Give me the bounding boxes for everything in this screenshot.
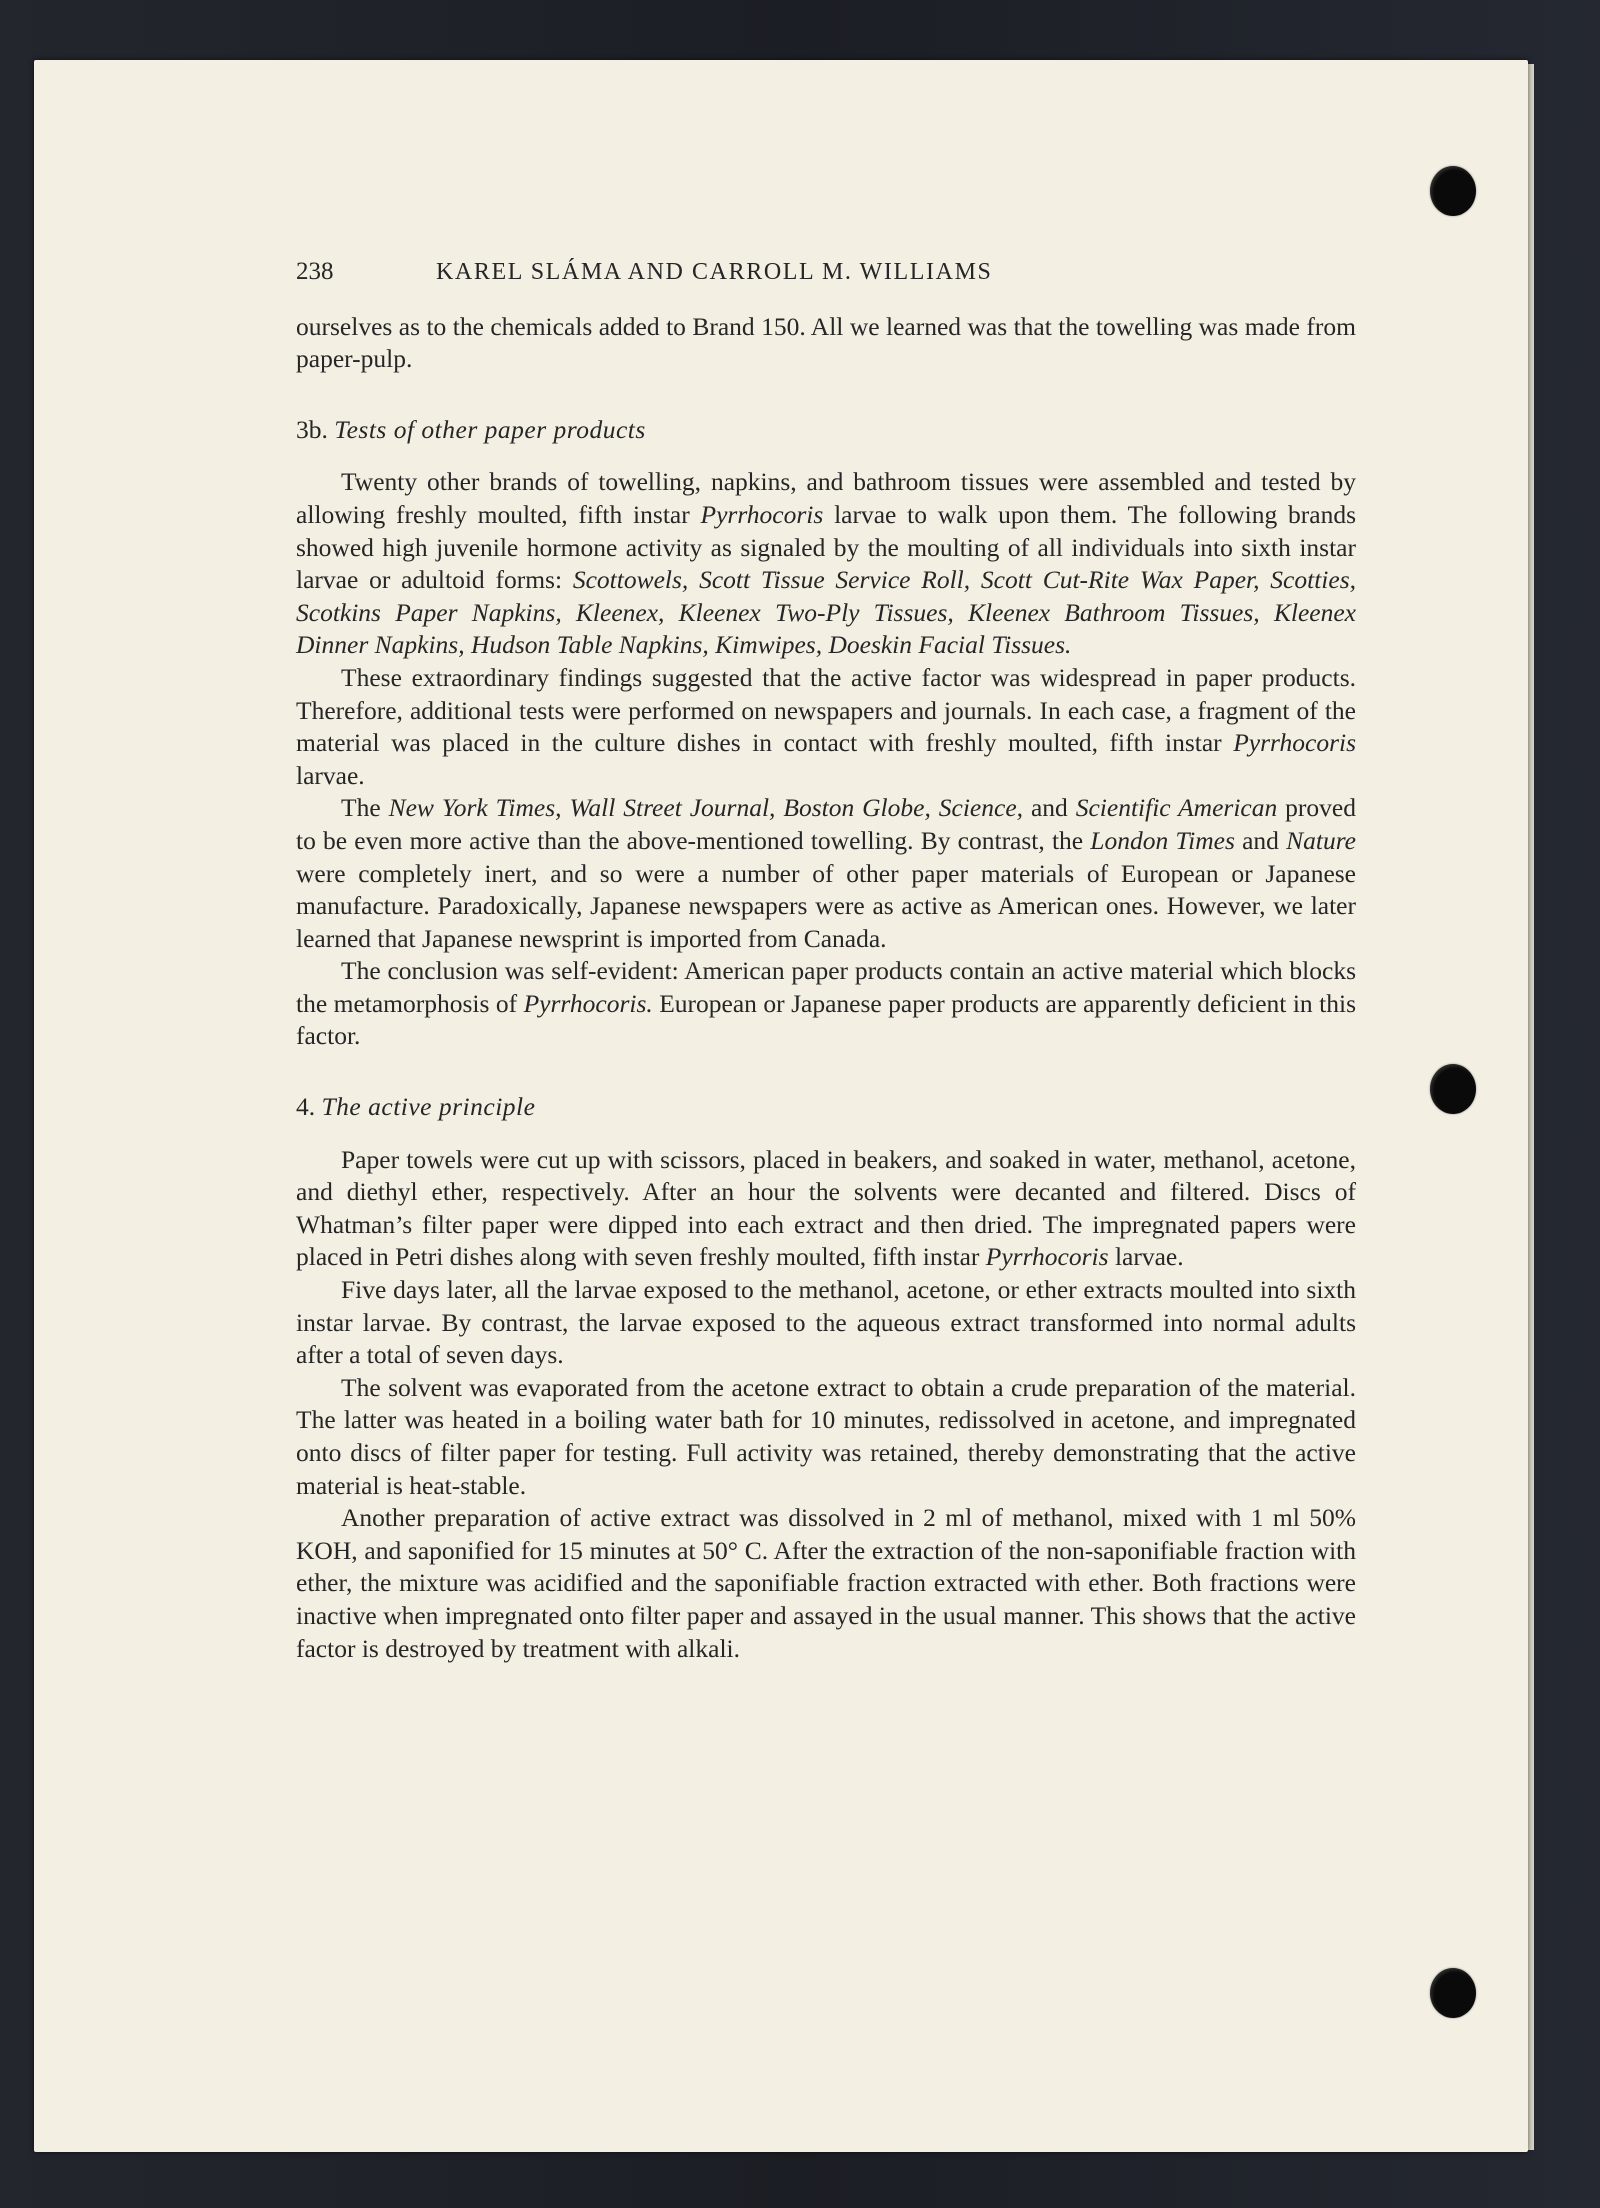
paragraph-alkali: Another preparation of active extract was dissolved in 2 ml of methanol, mixed with 1 ml 50% KOH, and saponified for 15 minutes at 50° C. After the extraction of the non-saponifiable fraction with ether, the mixture was acidified and the saponifiable fraction extracted with ether. Both fractions were inactive when impregnated onto filter paper and assayed in the usual manner. This shows that the active factor is destroyed by treatment with alkali.	[296, 1503, 1356, 1663]
text-run: were completely inert, and so were a number of other paper materials of European or Japanese manufacture. Paradoxically, Japanese newspapers were as active as American ones. However, we later learned that Japanese newsprint is imported from Canada.	[296, 858, 1356, 953]
page-content	[296, 256, 1356, 1665]
section-heading-3b	[296, 414, 1356, 447]
paragraph-conclusion	[296, 955, 1356, 1053]
punch-hole-bottom	[1430, 1968, 1476, 2018]
section-heading-4	[296, 1091, 1356, 1124]
text-run: These extraordinary findings suggested that the active factor was widespread in paper products. Therefore, additional tests were performed on newspapers and journals. In each case, a fragment of the material was placed in the culture dishes in contact with freshly moulted, fifth instar	[296, 662, 1356, 758]
section-number: 3b.	[296, 414, 328, 444]
section-title: Tests of other paper products	[334, 414, 646, 444]
text-run: Paper towels were cut up with scissors, placed in beakers, and soaked in water, methanol, acetone, and diethyl ether, respectively. After an hour the solvents were decanted and filtered. Discs of Whatman’s filter paper were dipped into each extract and then dried. The impregnated papers were placed in Petri dishes along with seven freshly moulted, fifth instar	[296, 1144, 1356, 1272]
species-name: Pyrrhocoris	[1233, 728, 1356, 758]
paragraph-brands	[296, 466, 1356, 662]
text-run: larvae.	[1108, 1242, 1184, 1272]
text-run: The conclusion was self-evident: American paper products contain an active material which blocks the metamorphosis of	[296, 956, 1356, 1018]
paragraph-newspapers	[296, 792, 1356, 955]
paragraph-results: Five days later, all the larvae exposed to the methanol, acetone, or ether extracts moulted into sixth instar larvae. By contrast, the larvae exposed to the aqueous extract transformed into normal adults after a total of seven days.	[296, 1275, 1356, 1370]
text-run: and	[1023, 793, 1076, 823]
paragraph-heat-stable: The solvent was evaporated from the acetone extract to obtain a crude preparation of the material. The latter was heated in a boiling water bath for 10 minutes, redissolved in acetone, and impregnated onto discs of filter paper for testing. Full activity was retained, thereby demonstrating that the active material is heat-stable.	[296, 1372, 1356, 1500]
text-run: proved to be even more active than the above-mentioned towelling. By contrast, the	[296, 793, 1356, 855]
text-run: larvae to walk upon them. The following brands showed high juvenile hormone activity as signaled by the moulting of all individuals into sixth instar larvae or adultoid forms:	[296, 499, 1356, 595]
species-name: Pyrrhocoris	[700, 499, 824, 529]
running-head: KAREL SLÁMA AND CARROLL M. WILLIAMS	[436, 259, 993, 285]
paragraph-continued: ourselves as to the chemicals added to Brand 150. All we learned was that the towelling was made from paper-pulp.	[296, 311, 1356, 374]
text-run: The	[341, 793, 389, 823]
publication-name: London Times	[1090, 825, 1235, 855]
text-run: Twenty other brands of towelling, napkins, and bathroom tissues were assembled and tested by allowing freshly moulted, fifth instar	[296, 467, 1356, 529]
publication-name: Nature	[1286, 825, 1356, 855]
page-header	[296, 256, 1356, 289]
species-name: Pyrrhocoris	[985, 1242, 1109, 1272]
punch-hole-middle	[1430, 1064, 1476, 1114]
section-title: The active principle	[321, 1092, 536, 1122]
page-number: 238	[296, 258, 334, 285]
paragraph-extraction	[296, 1144, 1356, 1274]
brand-list: Scottowels, Scott Tissue Service Roll, Scott Cut-Rite Wax Paper, Scotties, Scotkins Paper Napkins, Kleenex, Kleenex Two-Ply Tissues, Kleenex Bathroom Tissues, Kleenex Dinner Napkins, Hudson Table Napkins, Kimwipes, Doeskin Facial Tissues.	[296, 565, 1356, 660]
publication-list: New York Times, Wall Street Journal, Boston Globe, Science,	[388, 793, 1024, 823]
publication-name: Scientific American	[1075, 793, 1278, 823]
section-number: 4.	[296, 1092, 316, 1122]
paragraph-findings	[296, 662, 1356, 792]
species-name: Pyrrhocoris.	[523, 988, 653, 1018]
punch-hole-top	[1430, 166, 1476, 216]
text-run: larvae.	[296, 760, 365, 790]
text-run: and	[1234, 825, 1287, 855]
text-run: European or Japanese paper products are apparently deficient in this factor.	[296, 988, 1356, 1051]
